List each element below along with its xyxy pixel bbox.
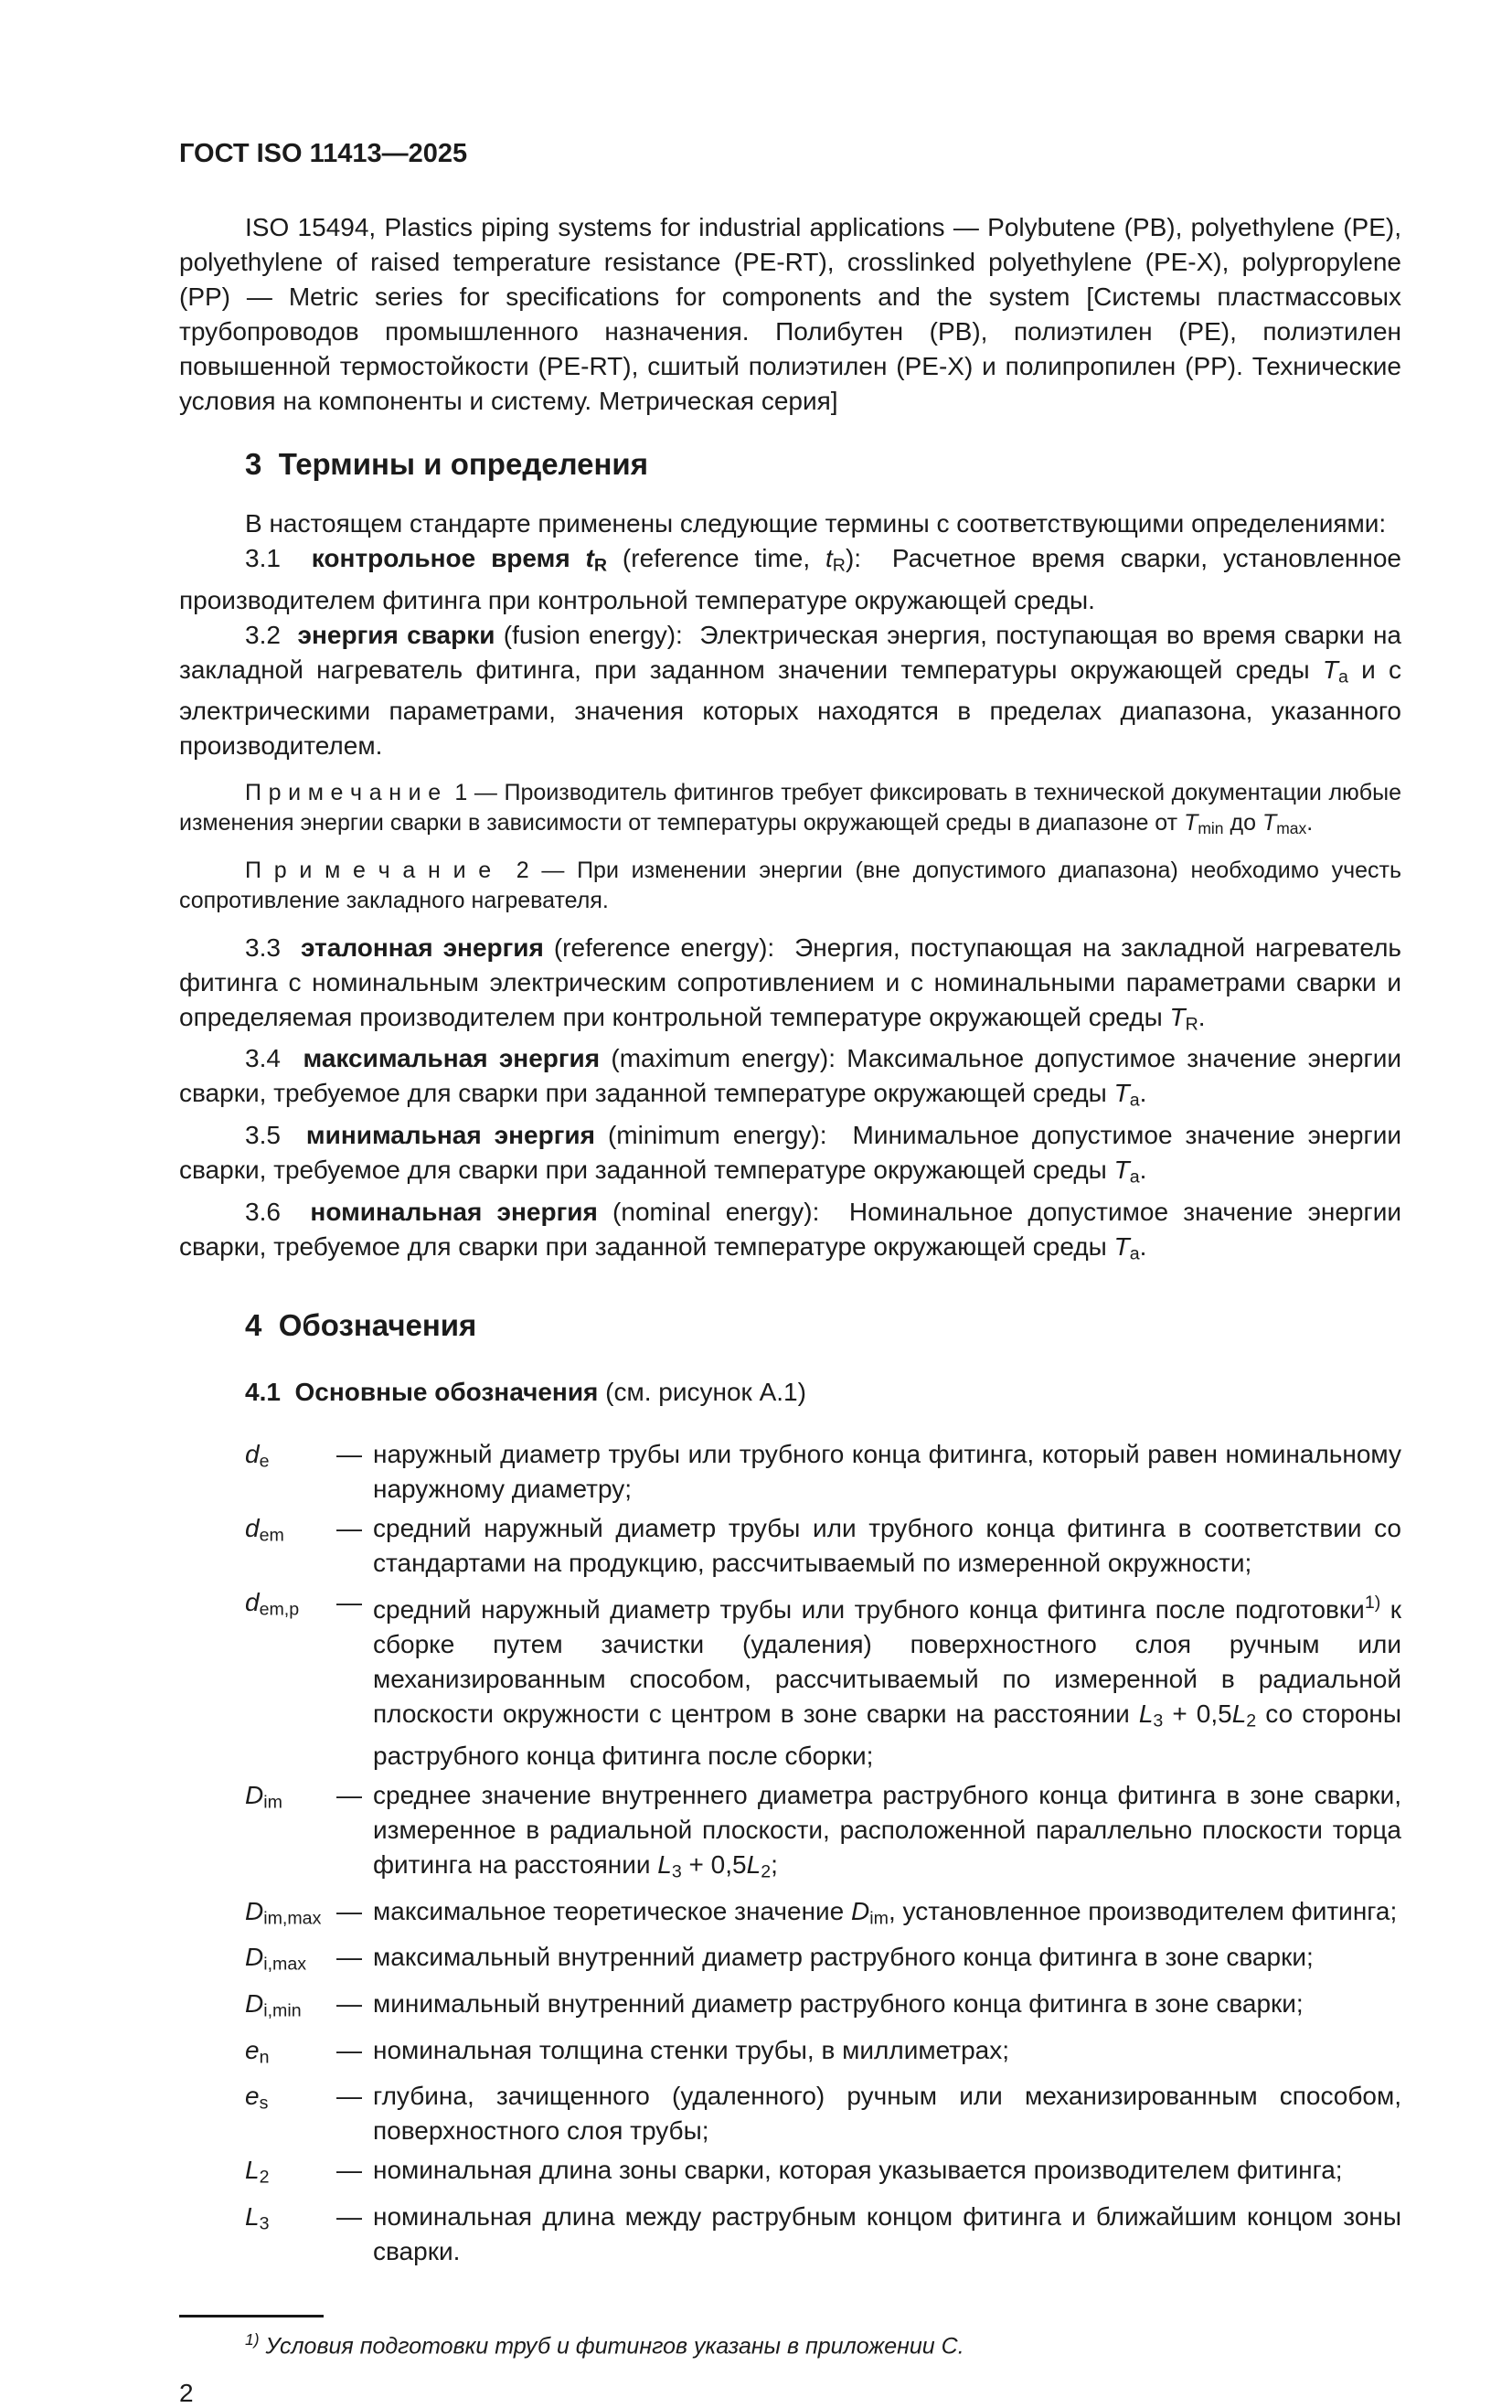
definition-row: [245, 1778, 1401, 1890]
symbol-description: максимальное теоретическое значение $D_{im}$, установленное производителем фитинга;: [373, 1896, 1398, 1929]
symbols-definition-list: [179, 1437, 1401, 2269]
symbol: $L_3$: [245, 2202, 270, 2234]
symbol: $L_2$: [245, 2156, 270, 2189]
symbol-description: средний наружный диаметр трубы или трубного конца фитинга в соответствии со стандартами на продукцию, рассчитываемый по измеренной окружности;: [373, 1514, 1401, 1578]
symbol: $D_{i,max}$: [245, 1943, 307, 1975]
dash: —: [336, 1943, 362, 1972]
dash: —: [336, 1896, 362, 1925]
symbol-description: среднее значение внутреннего диаметра раструбного конца фитинга в зоне сварки, измеренное в радиальной плоскости, расположенной параллельно плоскости торца фитинга на расстоянии $L_3 + 0,5L_2$;: [373, 1780, 1401, 1882]
dash: —: [336, 1588, 362, 1617]
symbol: $D_{im}$: [245, 1780, 282, 1813]
dash: —: [336, 1440, 362, 1469]
symbol-description: максимальный внутренний диаметр раструбного конца фитинга в зоне сварки;: [373, 1943, 1314, 1972]
footnote-divider: [179, 2315, 324, 2317]
symbol: $D_{im,max}$: [245, 1896, 322, 1929]
symbol-description: наружный диаметр трубы или трубного конца фитинга, который равен номинальному наружному диаметру;: [373, 1440, 1401, 1504]
intro-paragraph: ISO 15494, Plastics piping systems for industrial applications — Polybutene (PB), polyethylene (PE), polyethylene of raised temperature resistance (PE-RT), crosslinked polyethylene (PE-X), polypropylene (PP) — Metric series for specifications for components and the system [Системы пластмассовых трубопроводов промышленного назначения. Полибутен (PB), полиэтилен (PE), полиэтилен повышенной термостойкости (PE-RT), сшитый полиэтилен (PE-X) и полипропилен (PP). Технические условия на компоненты и систему. Метрическая серия]: [179, 213, 1401, 415]
definition-row: [245, 1437, 1401, 1507]
symbol: $d_{em,p}$: [245, 1588, 300, 1621]
page-number: 2: [179, 2378, 194, 2407]
term-3-4: 3.4 максимальная энергия (maximum energy): Максимальное допустимое значение энергии сварки, требуемое для сварки при заданной температуре окружающей среды $T_a$.: [179, 1044, 1401, 1111]
symbol-description: минимальный внутренний диаметр раструбного конца фитинга в зоне сварки;: [373, 1988, 1304, 2018]
definition-row: [245, 1511, 1401, 1581]
definition-row: [245, 2153, 1401, 2195]
dash: —: [336, 2156, 362, 2185]
symbol-description: глубина, зачищенного (удаленного) ручным или механизированным способом, поверхностного слоя трубы;: [373, 2082, 1401, 2146]
definition-row: [245, 1585, 1401, 1773]
dash: —: [336, 2035, 362, 2064]
symbol-description: номинальная толщина стенки трубы, в миллиметрах;: [373, 2035, 1009, 2064]
term-3-6: 3.6 номинальная энергия (nominal energy): Номинальное допустимое значение энергии сварки, требуемое для сварки при заданной температуре окружающей среды $T_a$.: [179, 1197, 1401, 1264]
note-1: П р и м е ч а н и е 1 — Производитель фитингов требует фиксировать в технической документации любые изменения энергии сварки в зависимости от температуры окружающей среды в диапазоне от $T_{min}$ до $T_{max}$.: [179, 780, 1401, 838]
dash: —: [336, 2202, 362, 2232]
note-2: П р и м е ч а н и е 2 — При изменении энергии (вне допустимого диапазона) необходимо учесть сопротивление закладного нагревателя.: [179, 857, 1401, 913]
subsection-4-1-heading: 4.1 Основные обозначения (см. рисунок А.1): [245, 1378, 806, 1407]
dash: —: [336, 1514, 362, 1543]
footnote-text: $^{1)}$ Условия подготовки труб и фитингов указаны в приложении C.: [245, 2330, 964, 2360]
symbol: $d_e$: [245, 1440, 270, 1473]
dash: —: [336, 2082, 362, 2111]
definition-row: [245, 2079, 1401, 2148]
symbol: $e_n$: [245, 2035, 270, 2068]
definition-row: [245, 2033, 1401, 2075]
symbol: $D_{i,min}$: [245, 1988, 302, 2021]
symbol: $e_s$: [245, 2082, 269, 2115]
symbol-description: номинальная длина зоны сварки, которая указывается производителем фитинга;: [373, 2156, 1343, 2185]
term-3-3: 3.3 эталонная энергия (reference energy): Энергия, поступающая на закладной нагреватель фитинга с номинальным электрическим сопротивлением и с номинальными параметрами сварки и определяемая производителем при контрольной температуре окружающей среды $T_R$.: [179, 932, 1401, 1035]
term-3-1: 3.1 контрольное время $t_R$ (reference time, $t_R$): Расчетное время сварки, установленное производителем фитинга при контрольной температуре окружающей среды.: [179, 544, 1401, 614]
symbol-description: номинальная длина между раструбным концом фитинга и ближайшим концом зоны сварки.: [373, 2202, 1401, 2266]
definition-row: [245, 1894, 1401, 1936]
definition-row: [245, 2200, 1401, 2269]
symbol: $d_{em}$: [245, 1514, 284, 1547]
term-3-5: 3.5 минимальная энергия (minimum energy): Минимальное допустимое значение энергии сварки, требуемое для сварки при заданной температуре окружающей среды $T_a$.: [179, 1121, 1401, 1188]
section-4-heading: 4 Обозначения: [245, 1308, 477, 1343]
running-header: ГОСТ ISO 11413—2025: [179, 139, 468, 168]
definition-row: [245, 1987, 1401, 2029]
dash: —: [336, 1780, 362, 1809]
dash: —: [336, 1988, 362, 2018]
symbol-description: средний наружный диаметр трубы или трубного конца фитинга после подготовки$^{1)}$ к сборке путем зачистки (удаления) поверхностного слоя ручным или механизированным способом, рассчитываемый по измеренной в радиальной плоскости окружности с центром в зоне сварки на расстоянии $L_3 + 0,5L_2$ со стороны раструбного конца фитинга после сборки;: [373, 1593, 1402, 1770]
terms-lead-paragraph: В настоящем стандарте применены следующие термины с соответствующими определениями:: [245, 509, 1387, 538]
section-3-heading: 3 Термины и определения: [245, 447, 648, 481]
term-3-2: 3.2 энергия сварки (fusion energy): Электрическая энергия, поступающая во время сварки на закладной нагреватель фитинга, при заданном значении температуры окружающей среды $T_a$ и с электрическими параметрами, значения которых находятся в пределах диапазона, указанного производителем.: [179, 620, 1401, 761]
footnote-block: [179, 2315, 1401, 2362]
definition-row: [245, 1940, 1401, 1982]
